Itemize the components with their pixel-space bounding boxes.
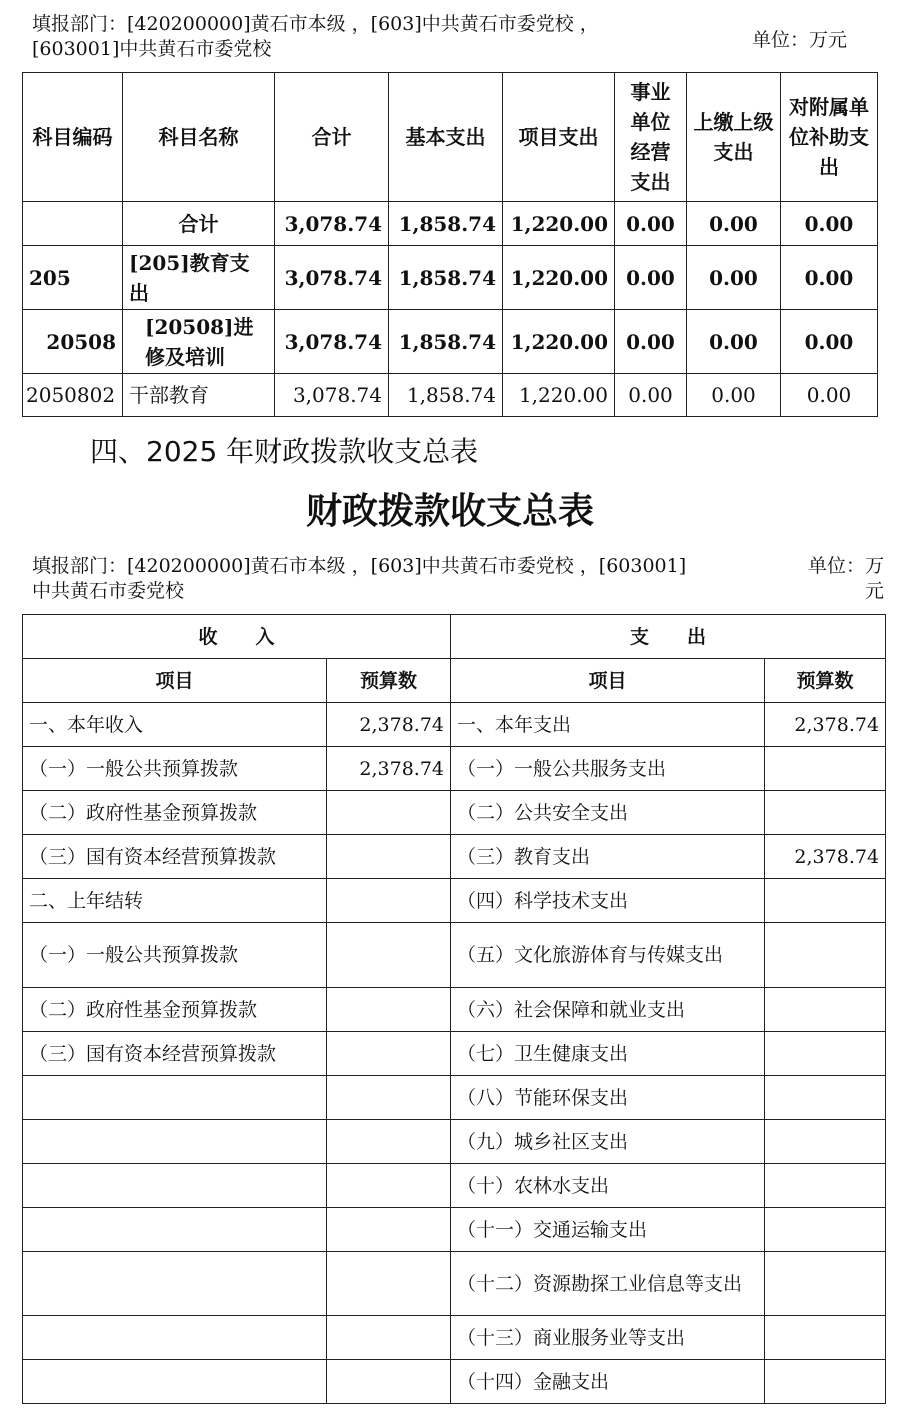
expense-value-cell xyxy=(765,879,886,923)
cell-project: 1,220.00 xyxy=(503,374,615,417)
table-row xyxy=(23,1164,886,1208)
income-item-cell xyxy=(23,1208,327,1252)
cell-basic: 1,858.74 xyxy=(389,310,503,374)
income-value-cell xyxy=(327,1032,451,1076)
col-header-name: 科目名称 xyxy=(123,73,275,202)
income-header: 收 入 xyxy=(23,615,451,659)
col-header-basic: 基本支出 xyxy=(389,73,503,202)
table2-body xyxy=(23,703,886,1404)
income-value-cell xyxy=(327,988,451,1032)
expense-header: 支 出 xyxy=(451,615,886,659)
cell-biz: 0.00 xyxy=(615,246,687,310)
unit-label-2 xyxy=(784,554,884,604)
expense-value-cell: 2,378.74 xyxy=(765,835,886,879)
expense-item-cell: （五）文化旅游体育与传媒支出 xyxy=(451,923,765,988)
expense-value-cell xyxy=(765,1032,886,1076)
table-row xyxy=(23,310,878,374)
expense-item-cell: （一）一般公共服务支出 xyxy=(451,747,765,791)
expense-value-cell xyxy=(765,1208,886,1252)
cell-basic: 1,858.74 xyxy=(389,246,503,310)
cell-project: 1,220.00 xyxy=(503,202,615,246)
expense-item-header: 项目 xyxy=(451,659,765,703)
dept-info-2 xyxy=(32,554,772,604)
income-value-cell xyxy=(327,879,451,923)
income-item-cell: （二）政府性基金预算拨款 xyxy=(23,988,327,1032)
cell-code xyxy=(23,202,123,246)
income-value-cell xyxy=(327,791,451,835)
table-row xyxy=(23,703,886,747)
income-item-cell: （二）政府性基金预算拨款 xyxy=(23,791,327,835)
income-value-cell: 2,378.74 xyxy=(327,747,451,791)
income-item-cell: 一、本年收入 xyxy=(23,703,327,747)
table-row xyxy=(23,1252,886,1316)
income-item-cell: （三）国有资本经营预算拨款 xyxy=(23,835,327,879)
expense-item-cell: （六）社会保障和就业支出 xyxy=(451,988,765,1032)
cell-upper: 0.00 xyxy=(687,374,781,417)
unit-line-2: 元 xyxy=(864,580,884,602)
cell-total: 3,078.74 xyxy=(275,310,389,374)
cell-subsidy: 0.00 xyxy=(781,374,878,417)
expense-value-cell xyxy=(765,1316,886,1360)
table1-header-row xyxy=(23,73,878,202)
table-row xyxy=(23,879,886,923)
income-value-cell xyxy=(327,1164,451,1208)
expense-item-cell: （八）节能环保支出 xyxy=(451,1076,765,1120)
unit-line-1: 单位：万 xyxy=(807,555,884,577)
col-header-biz: 事业单位经营支出 xyxy=(615,73,687,202)
cell-basic: 1,858.74 xyxy=(389,374,503,417)
dept-info-top xyxy=(32,12,732,62)
income-value-cell xyxy=(327,1252,451,1316)
expense-item-cell: （十二）资源勘探工业信息等支出 xyxy=(451,1252,765,1316)
income-item-cell xyxy=(23,1076,327,1120)
col-header-project: 项目支出 xyxy=(503,73,615,202)
dept-line-2: [603001]中共黄石市委党校 xyxy=(32,38,272,60)
cell-subsidy: 0.00 xyxy=(781,202,878,246)
expense-value-cell xyxy=(765,747,886,791)
cell-subsidy: 0.00 xyxy=(781,246,878,310)
income-value-cell xyxy=(327,1076,451,1120)
expense-budget-header: 预算数 xyxy=(765,659,886,703)
income-value-cell xyxy=(327,1120,451,1164)
cell-total: 3,078.74 xyxy=(275,374,389,417)
expense-item-cell: （十四）金融支出 xyxy=(451,1360,765,1404)
cell-code: 2050802 xyxy=(23,374,123,417)
income-value-cell xyxy=(327,835,451,879)
table-row xyxy=(23,923,886,988)
expense-item-cell: （二）公共安全支出 xyxy=(451,791,765,835)
col-header-total: 合计 xyxy=(275,73,389,202)
expense-value-cell xyxy=(765,988,886,1032)
table-row xyxy=(23,1360,886,1404)
income-item-cell: （一）一般公共预算拨款 xyxy=(23,747,327,791)
income-value-cell xyxy=(327,1360,451,1404)
cell-upper: 0.00 xyxy=(687,246,781,310)
expense-item-cell: 一、本年支出 xyxy=(451,703,765,747)
expense-item-cell: （十）农林水支出 xyxy=(451,1164,765,1208)
dept-line-1: 填报部门：[420200000]黄石市本级 ，[603]中共黄石市委党校 ， xyxy=(32,13,599,35)
income-value-cell xyxy=(327,1208,451,1252)
expense-value-cell xyxy=(765,791,886,835)
table-row xyxy=(23,202,878,246)
income-item-cell: （一）一般公共预算拨款 xyxy=(23,923,327,988)
income-item-cell xyxy=(23,1360,327,1404)
table2-col-header xyxy=(23,659,886,703)
unit-label-top: 单位：万元 xyxy=(752,29,848,51)
table-title: 财政拨款收支总表 xyxy=(305,491,594,532)
expense-value-cell xyxy=(765,1076,886,1120)
cell-biz: 0.00 xyxy=(615,310,687,374)
cell-name: [205]教育支出 xyxy=(123,246,275,310)
expense-value-cell xyxy=(765,1120,886,1164)
table-row xyxy=(23,791,886,835)
col-header-code: 科目编码 xyxy=(23,73,123,202)
table-row xyxy=(23,988,886,1032)
cell-upper: 0.00 xyxy=(687,310,781,374)
cell-subsidy: 0.00 xyxy=(781,310,878,374)
expense-item-cell: （十三）商业服务业等支出 xyxy=(451,1316,765,1360)
dept-line-1: 填报部门：[420200000]黄石市本级 ，[603]中共黄石市委党校 ，[603001] xyxy=(32,555,687,577)
table-row xyxy=(23,1316,886,1360)
expense-item-cell: （十一）交通运输支出 xyxy=(451,1208,765,1252)
cell-code: 205 xyxy=(23,246,123,310)
cell-upper: 0.00 xyxy=(687,202,781,246)
cell-name: 干部教育 xyxy=(123,374,275,417)
table-row xyxy=(23,1032,886,1076)
expense-value-cell xyxy=(765,1360,886,1404)
col-header-upper: 上缴上级支出 xyxy=(687,73,781,202)
table-row xyxy=(23,835,886,879)
section-heading: 四、2025 年财政拨款收支总表 xyxy=(90,435,479,468)
income-value-cell xyxy=(327,923,451,988)
income-item-cell: 二、上年结转 xyxy=(23,879,327,923)
expense-value-cell xyxy=(765,1252,886,1316)
cell-project: 1,220.00 xyxy=(503,310,615,374)
income-budget-header: 预算数 xyxy=(327,659,451,703)
table-row xyxy=(23,747,886,791)
table-row xyxy=(23,1208,886,1252)
cell-project: 1,220.00 xyxy=(503,246,615,310)
income-item-cell xyxy=(23,1252,327,1316)
income-item-cell: （三）国有资本经营预算拨款 xyxy=(23,1032,327,1076)
expense-item-cell: （三）教育支出 xyxy=(451,835,765,879)
expense-item-cell: （九）城乡社区支出 xyxy=(451,1120,765,1164)
expense-item-cell: （四）科学技术支出 xyxy=(451,879,765,923)
income-value-cell: 2,378.74 xyxy=(327,703,451,747)
income-item-cell xyxy=(23,1120,327,1164)
table-row xyxy=(23,1076,886,1120)
col-header-subsidy: 对附属单位补助支出 xyxy=(781,73,878,202)
expense-value-cell xyxy=(765,923,886,988)
income-item-header: 项目 xyxy=(23,659,327,703)
expense-item-cell: （七）卫生健康支出 xyxy=(451,1032,765,1076)
cell-name: [20508]进修及培训 xyxy=(123,310,275,374)
income-item-cell xyxy=(23,1164,327,1208)
expense-value-cell: 2,378.74 xyxy=(765,703,886,747)
table-row xyxy=(23,1120,886,1164)
income-value-cell xyxy=(327,1316,451,1360)
table-row xyxy=(23,246,878,310)
cell-total: 3,078.74 xyxy=(275,246,389,310)
table-row xyxy=(23,374,878,417)
table2-group-header xyxy=(23,615,886,659)
cell-name: 合计 xyxy=(123,202,275,246)
income-item-cell xyxy=(23,1316,327,1360)
cell-biz: 0.00 xyxy=(615,202,687,246)
cell-code: 20508 xyxy=(23,310,123,374)
expenditure-table xyxy=(22,72,878,417)
income-expense-table xyxy=(22,614,886,1404)
cell-biz: 0.00 xyxy=(615,374,687,417)
expense-value-cell xyxy=(765,1164,886,1208)
cell-basic: 1,858.74 xyxy=(389,202,503,246)
dept-line-2: 中共黄石市委党校 xyxy=(32,580,185,602)
cell-total: 3,078.74 xyxy=(275,202,389,246)
